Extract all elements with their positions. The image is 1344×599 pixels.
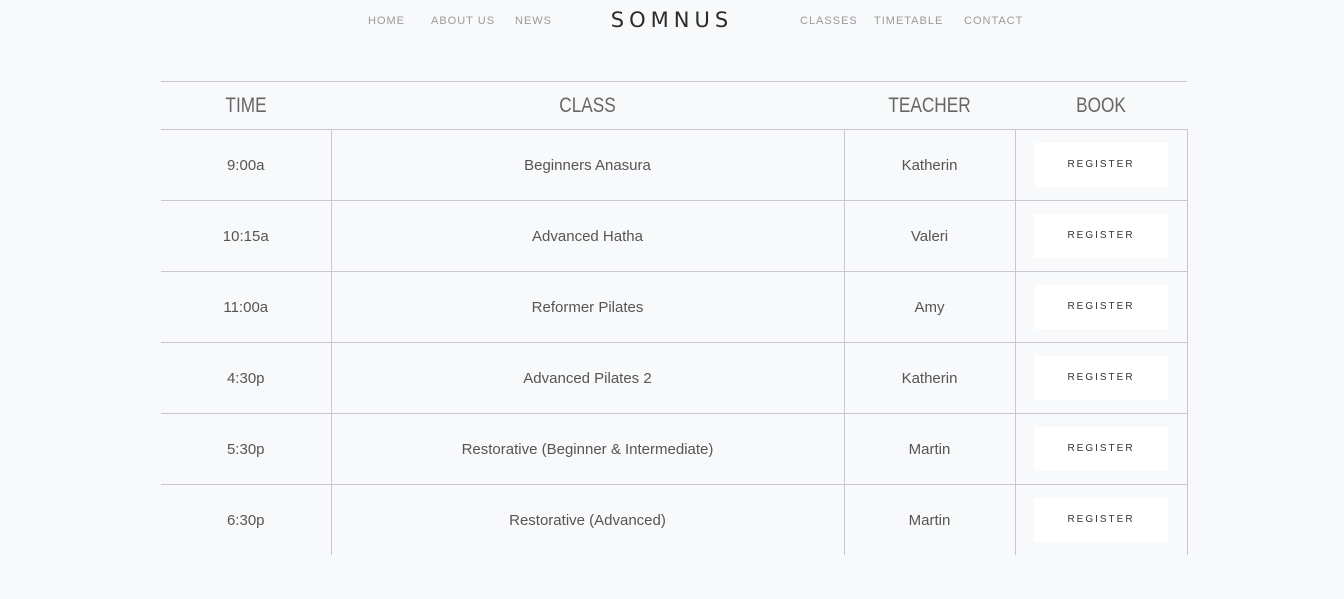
class-name: Restorative (Advanced) bbox=[331, 485, 844, 556]
class-time: 11:00a bbox=[161, 272, 331, 343]
class-name: Beginners Anasura bbox=[331, 130, 844, 201]
class-name: Restorative (Beginner & Intermediate) bbox=[331, 414, 844, 485]
register-button[interactable]: REGISTER bbox=[1034, 427, 1168, 471]
book-cell bbox=[1015, 343, 1187, 414]
class-name: Advanced Hatha bbox=[331, 201, 844, 272]
top-navigation bbox=[0, 0, 1344, 44]
register-button[interactable]: REGISTER bbox=[1034, 143, 1168, 187]
header-row bbox=[161, 82, 1187, 130]
table-row bbox=[161, 272, 1187, 343]
class-time: 10:15a bbox=[161, 201, 331, 272]
table-row bbox=[161, 201, 1187, 272]
nav-about-us-link[interactable]: ABOUT US bbox=[431, 15, 496, 27]
book-cell bbox=[1015, 201, 1187, 272]
logo-container bbox=[0, 8, 1344, 32]
class-name: Advanced Pilates 2 bbox=[331, 343, 844, 414]
book-cell bbox=[1015, 414, 1187, 485]
book-cell bbox=[1015, 485, 1187, 556]
nav-home-link[interactable]: HOME bbox=[368, 15, 405, 27]
class-time: 4:30p bbox=[161, 343, 331, 414]
class-teacher: Katherin bbox=[844, 343, 1015, 414]
header-book: BOOK bbox=[1030, 82, 1171, 130]
register-button[interactable]: REGISTER bbox=[1034, 285, 1168, 329]
nav-classes-link[interactable]: CLASSES bbox=[800, 15, 858, 27]
class-teacher: Martin bbox=[844, 485, 1015, 556]
header-time: TIME bbox=[176, 82, 315, 130]
class-time: 9:00a bbox=[161, 130, 331, 201]
register-button[interactable]: REGISTER bbox=[1034, 498, 1168, 542]
table-row bbox=[161, 343, 1187, 414]
nav-news-link[interactable]: NEWS bbox=[515, 15, 552, 27]
table-row bbox=[161, 414, 1187, 485]
register-button[interactable]: REGISTER bbox=[1034, 356, 1168, 400]
class-teacher: Martin bbox=[844, 414, 1015, 485]
timetable bbox=[161, 81, 1188, 555]
nav-contact-link[interactable]: CONTACT bbox=[964, 15, 1024, 27]
header-teacher: TEACHER bbox=[859, 82, 999, 130]
class-teacher: Amy bbox=[844, 272, 1015, 343]
book-cell bbox=[1015, 130, 1187, 201]
class-time: 5:30p bbox=[161, 414, 331, 485]
timetable-header bbox=[161, 82, 1187, 130]
register-button[interactable]: REGISTER bbox=[1034, 214, 1168, 258]
nav-timetable-link[interactable]: TIMETABLE bbox=[874, 15, 944, 27]
timetable-body bbox=[161, 130, 1187, 556]
site-logo[interactable]: SOMNUS bbox=[610, 8, 734, 32]
class-time: 6:30p bbox=[226, 511, 265, 529]
book-cell bbox=[1015, 272, 1187, 343]
class-name: Reformer Pilates bbox=[331, 272, 844, 343]
table-row bbox=[161, 130, 1187, 201]
table-row bbox=[161, 485, 1187, 556]
class-teacher: Katherin bbox=[844, 130, 1015, 201]
class-teacher: Valeri bbox=[844, 201, 1015, 272]
header-class: CLASS bbox=[377, 82, 798, 130]
